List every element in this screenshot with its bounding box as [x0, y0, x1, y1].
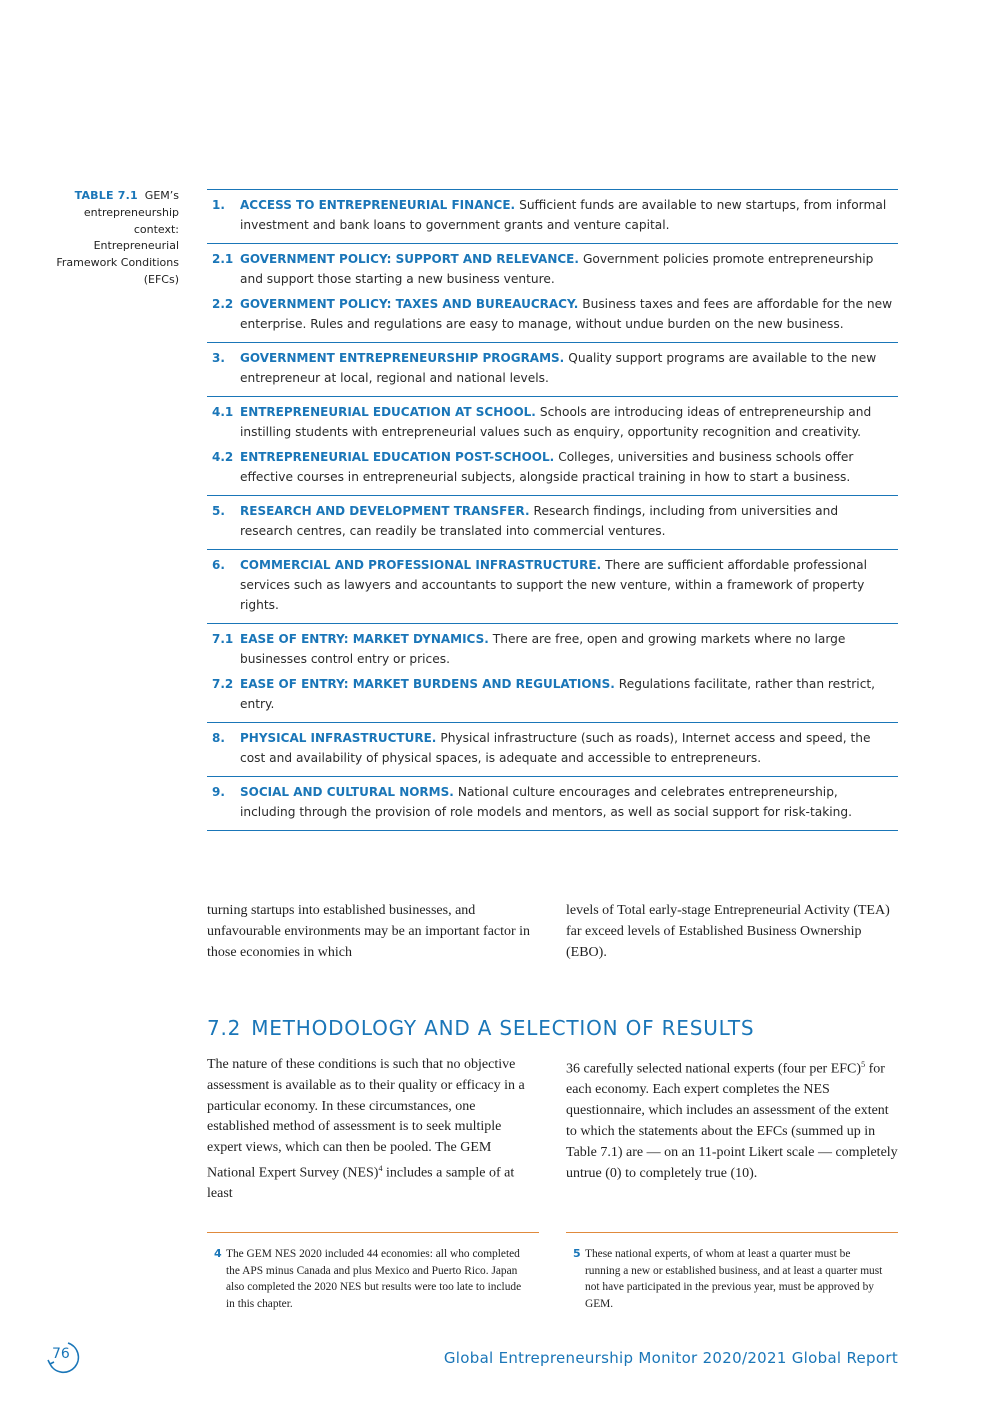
efc-row	[207, 629, 898, 674]
page-number-text: 76	[52, 1346, 70, 1362]
body-left-text-b: includes a sample of at least	[207, 1165, 515, 1202]
efc-number: 3.	[212, 351, 225, 365]
footnote-text: The GEM NES 2020 included 44 economies: all who completed the APS minus Canada and plus Mexico and Puerto Rico. Japan also completed the 2020 NES but results were too late to include in this chapter.	[226, 1248, 522, 1310]
body-right-text-b: for each economy. Each expert completes the NES questionnaire, which includes an assessment of the extent to which the statements about the EFCs (summed up in Table 7.1) are — on an 11-point Likert scale — completely untrue (0) to completely true (10).	[566, 1061, 898, 1181]
efc-number: 7.2	[212, 677, 234, 691]
efc-description	[240, 555, 898, 615]
table-label: TABLE 7.1	[74, 189, 138, 202]
footnote-text: These national experts, of whom at least a quarter must be running a new or established business, and at least a quarter must not have participated in the previous year, must be approved by GEM.	[585, 1248, 883, 1310]
efc-group	[207, 244, 898, 343]
efc-body: Physical infrastructure (such as roads), Internet access and speed, the cost and availability of physical spaces, is adequate and accessible to entrepreneurs.	[240, 731, 871, 765]
efc-body: National culture encourages and celebrates entrepreneurship, including through the provision of role models and mentors, as well as social support for risk-taking.	[240, 785, 852, 819]
efc-description	[240, 294, 898, 334]
efc-group	[207, 550, 898, 624]
section-number: 7.2	[207, 1016, 242, 1040]
efc-row	[207, 555, 898, 620]
efc-number: 1.	[212, 198, 225, 212]
efc-heading: ENTREPRENEURIAL EDUCATION AT SCHOOL.	[240, 405, 536, 419]
footnote-5	[573, 1246, 888, 1312]
efc-body: There are sufficient affordable professional services such as lawyers and accountants to support the new venture, within a framework of property rights.	[240, 558, 868, 612]
efc-description	[240, 402, 898, 442]
efc-description	[240, 674, 898, 714]
footnote-number: 4	[214, 1247, 222, 1260]
efc-body: Regulations facilitate, rather than restrict, entry.	[240, 677, 876, 711]
efc-body: Business taxes and fees are affordable for the new enterprise. Rules and regulations are easy to manage, without undue burden on the new business.	[240, 297, 893, 331]
efc-group	[207, 624, 898, 723]
efc-group	[207, 723, 898, 777]
efc-heading: ACCESS TO ENTREPRENEURIAL FINANCE.	[240, 198, 516, 212]
body-left-column	[207, 1055, 539, 1205]
efc-group	[207, 496, 898, 550]
efc-row	[207, 402, 898, 447]
page-number	[46, 1340, 82, 1376]
section-title: METHODOLOGY AND A SELECTION OF RESULTS	[251, 1016, 755, 1040]
efc-heading: GOVERNMENT POLICY: TAXES AND BUREAUCRACY.	[240, 297, 579, 311]
efc-number: 2.2	[212, 297, 234, 311]
footnote-rule-left	[207, 1232, 539, 1233]
efc-heading: GOVERNMENT ENTREPRENEURSHIP PROGRAMS.	[240, 351, 565, 365]
efc-heading: COMMERCIAL AND PROFESSIONAL INFRASTRUCTURE.	[240, 558, 602, 572]
efc-heading: ENTREPRENEURIAL EDUCATION POST-SCHOOL.	[240, 450, 555, 464]
efc-number: 6.	[212, 558, 225, 572]
efc-description	[240, 447, 898, 487]
efc-number: 4.1	[212, 405, 234, 419]
efc-group	[207, 190, 898, 244]
efc-description	[240, 782, 898, 822]
efc-description	[240, 629, 898, 669]
efc-heading: EASE OF ENTRY: MARKET DYNAMICS.	[240, 632, 489, 646]
footnote-rule-right	[566, 1232, 898, 1233]
footnote-4	[214, 1246, 529, 1312]
efc-body: Quality support programs are available to the new entrepreneur at local, regional and national levels.	[240, 351, 877, 385]
table-caption	[52, 188, 179, 289]
footnote-number: 5	[573, 1247, 581, 1260]
efc-group	[207, 777, 898, 831]
efc-body: Research findings, including from universities and research centres, can readily be translated into commercial ventures.	[240, 504, 839, 538]
section-heading	[207, 1016, 754, 1040]
efc-table	[207, 189, 898, 831]
efc-heading: PHYSICAL INFRASTRUCTURE.	[240, 731, 437, 745]
body-right-text-a: 36 carefully selected national experts (four per EFC)	[566, 1061, 862, 1077]
efc-number: 5.	[212, 504, 225, 518]
table-caption-text: GEM’s entrepreneurship context: Entrepreneurial Framework Conditions (EFCs)	[56, 189, 179, 286]
efc-row	[207, 249, 898, 294]
efc-row	[207, 195, 898, 240]
efc-body: Schools are introducing ideas of entrepreneurship and instilling students with entrepreneurial values such as enquiry, opportunity recognition and creativity.	[240, 405, 872, 439]
efc-description	[240, 501, 898, 541]
efc-number: 9.	[212, 785, 225, 799]
efc-number: 7.1	[212, 632, 234, 646]
efc-row	[207, 348, 898, 393]
running-title: Global Entrepreneurship Monitor 2020/2021 Global Report	[443, 1349, 898, 1367]
efc-heading: GOVERNMENT POLICY: SUPPORT AND RELEVANCE.	[240, 252, 579, 266]
efc-row	[207, 674, 898, 719]
efc-body: There are free, open and growing markets where no large businesses control entry or prices.	[240, 632, 846, 666]
efc-body: Colleges, universities and business schools offer effective courses in entrepreneurial subjects, alongside practical training in how to start a business.	[240, 450, 854, 484]
efc-number: 8.	[212, 731, 225, 745]
efc-row	[207, 294, 898, 339]
efc-description	[240, 249, 898, 289]
efc-body: Sufficient funds are available to new startups, from informal investment and bank loans to government grants and venture capital.	[240, 198, 887, 232]
efc-group	[207, 343, 898, 397]
efc-row	[207, 501, 898, 546]
intro-right-column: levels of Total early-stage Entrepreneurial Activity (TEA) far exceed levels of Established Business Ownership (EBO).	[566, 903, 890, 960]
efc-row	[207, 447, 898, 492]
efc-description	[240, 348, 898, 388]
efc-description	[240, 728, 898, 768]
footnote-ref-5[interactable]: 5	[861, 1060, 866, 1069]
footnote-ref-4[interactable]: 4	[378, 1163, 383, 1173]
efc-row	[207, 728, 898, 773]
efc-group	[207, 397, 898, 496]
efc-heading: EASE OF ENTRY: MARKET BURDENS AND REGULATIONS.	[240, 677, 615, 691]
efc-description	[240, 195, 898, 235]
efc-heading: SOCIAL AND CULTURAL NORMS.	[240, 785, 454, 799]
body-left-text-a: The nature of these conditions is such that no objective assessment is available as to their quality or efficacy in a particular economy. In these circumstances, one established method of assessment is to seek multiple expert views, which can then be pooled. The GEM National Expert Survey (NES)	[207, 1057, 525, 1181]
efc-number: 2.1	[212, 252, 234, 266]
efc-heading: RESEARCH AND DEVELOPMENT TRANSFER.	[240, 504, 530, 518]
efc-body: Government policies promote entrepreneurship and support those starting a new business venture.	[240, 252, 874, 286]
body-right-column	[566, 1055, 898, 1184]
efc-number: 4.2	[212, 450, 234, 464]
intro-left-column: turning startups into established businesses, and unfavourable environments may be an important factor in those economies in which	[207, 903, 531, 960]
efc-row	[207, 782, 898, 827]
